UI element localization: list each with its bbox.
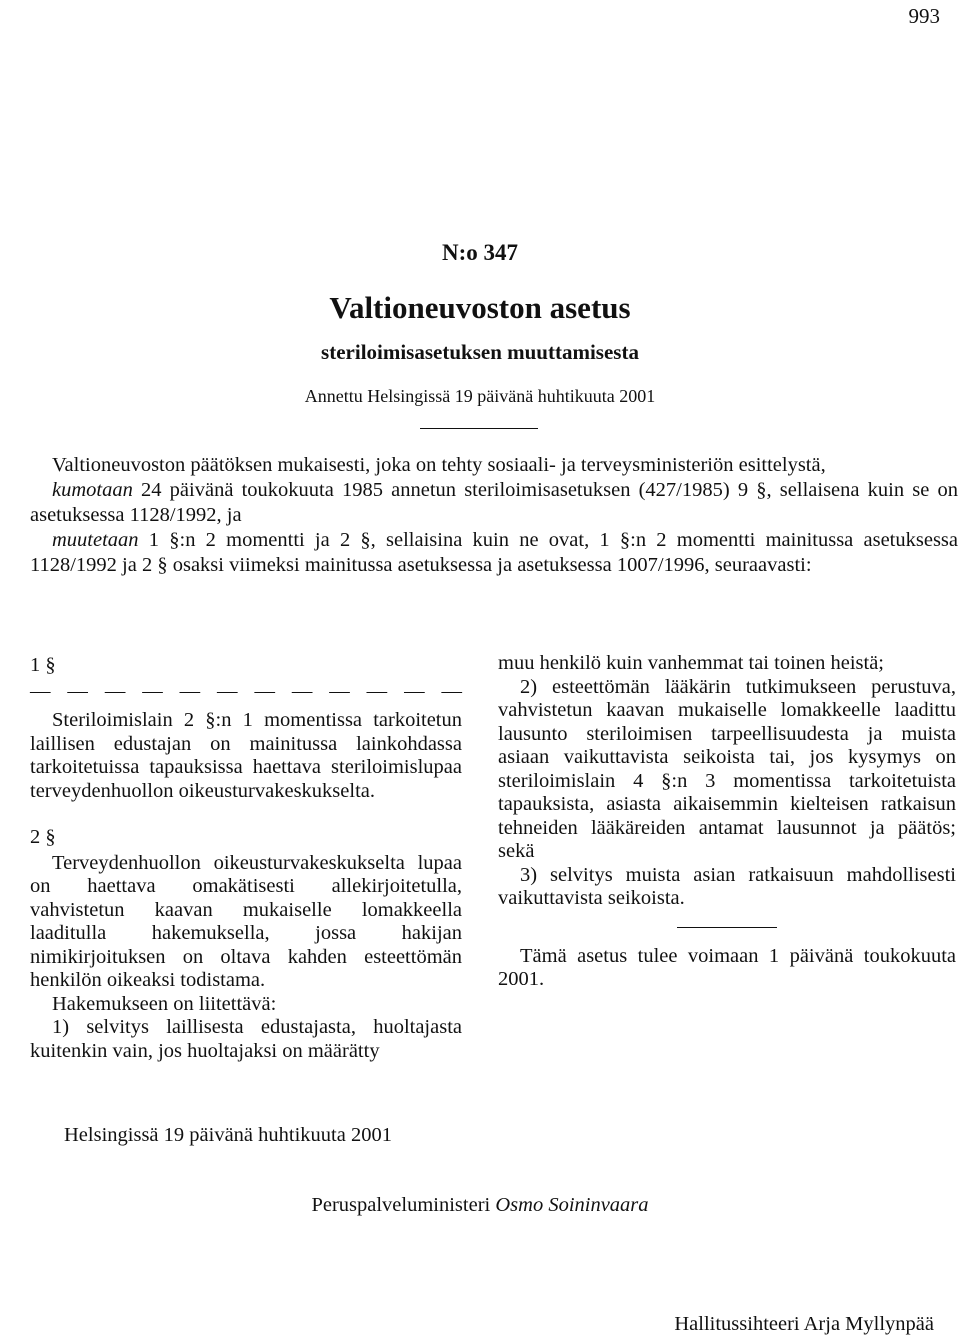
entry-into-force: Tämä asetus tulee voimaan 1 päivänä toukokuuta 2001. [498, 944, 956, 990]
amend-keyword: muutetaan [52, 529, 139, 551]
attachment-item-3: 3) selvitys muista asian ratkaisuun mahdollisesti vaikuttavista seikoista. [498, 863, 956, 909]
attachment-item-1: 1) selvitys laillisesta edustajasta, huoltajasta kuitenkin vain, jos huoltajaksi on määrätty [30, 1016, 462, 1062]
omission-dashes: — — — — — — — — — — — — [30, 679, 462, 702]
attachment-item-2: 2) esteettömän lääkärin tutkimukseen perustuva, vahvistetun kaavan mukaiselle lomakkeelle laadittu lausunto steriloimisen tarpeellisuudesta ja muista asiaan vaikuttavista seikoista tai, jos kysymys on steriloimislain 4 §:n 3 momentissa tarkoitetuista tapauksista, asiasta aikaisemmin kielteisen ratkaisun tehneiden lääkäreiden antamat lausunnot ja päätös; sekä [498, 675, 956, 862]
end-divider [677, 927, 777, 928]
given-date-line: Annettu Helsingissä 19 päivänä huhtikuuta 2001 [304, 386, 656, 406]
preamble [30, 453, 958, 578]
header-divider [420, 428, 538, 429]
preamble-paragraph-1: Valtioneuvoston päätöksen mukaisesti, joka on tehty sosiaali- ja terveysministeriön esittelystä, [52, 454, 826, 476]
page-number: 993 [908, 4, 940, 28]
minister-name: Osmo Soininvaara [495, 1194, 649, 1216]
secretary-signature: Hallitussihteeri Arja Myllynpää [674, 1313, 934, 1335]
repeal-text: 24 päivänä toukokuuta 1985 annetun steriloimisasetuksen (427/1985) 9 §, sellaisena kuin se on asetuksessa 1128/1992, ja [30, 479, 958, 526]
section-1-text: Steriloimislain 2 §:n 1 momentissa tarkoitetun laillisen edustajan on mainitussa lainkohdassa tarkoitetuissa tapauksissa haettava steriloimislupaa terveydenhuollon oikeusturvakeskukselta. [30, 709, 462, 802]
document-number: N:o 347 [441, 240, 519, 265]
attachment-item-1-continued: muu henkilö kuin vanhemmat tai toinen heistä; [498, 652, 885, 674]
left-column [30, 652, 462, 1063]
amend-text: 1 §:n 2 momentti ja 2 §, sellaisina kuin ne ovat, 1 §:n 2 momentti mainitussa asetuksessa 1128/1992 ja 2 § osaksi viimeksi mainitussa asetuksessa ja asetuksessa 1007/1996, seuraavasti: [30, 529, 958, 576]
attachments-intro: Hakemukseen on liitettävä: [52, 992, 277, 1015]
section-1-heading: 1 § [30, 654, 56, 676]
preamble-paragraph-2 [30, 478, 958, 528]
section-2-text: Terveydenhuollon oikeusturvakeskukselta lupaa on haettava omakätisesti allekirjoitetulla, vahvistetun kaavan mukaiselle lomakkeella laaditulla hakemuksella, jossa hakijan nimikirjoituksen on oltava kahden esteettömän henkilön oikeaksi todistama. [30, 851, 462, 991]
document-subtitle: steriloimisasetuksen muuttamisesta [321, 340, 639, 364]
minister-title: Peruspalveluministeri [311, 1194, 491, 1216]
preamble-paragraph-3 [30, 528, 958, 578]
document-title: Valtioneuvoston asetus [329, 290, 631, 325]
repeal-keyword: kumotaan [52, 479, 133, 501]
place-and-date: Helsingissä 19 päivänä huhtikuuta 2001 [64, 1124, 392, 1146]
section-2-heading: 2 § [30, 826, 56, 848]
minister-signature [0, 1194, 960, 1217]
right-column [498, 652, 956, 992]
